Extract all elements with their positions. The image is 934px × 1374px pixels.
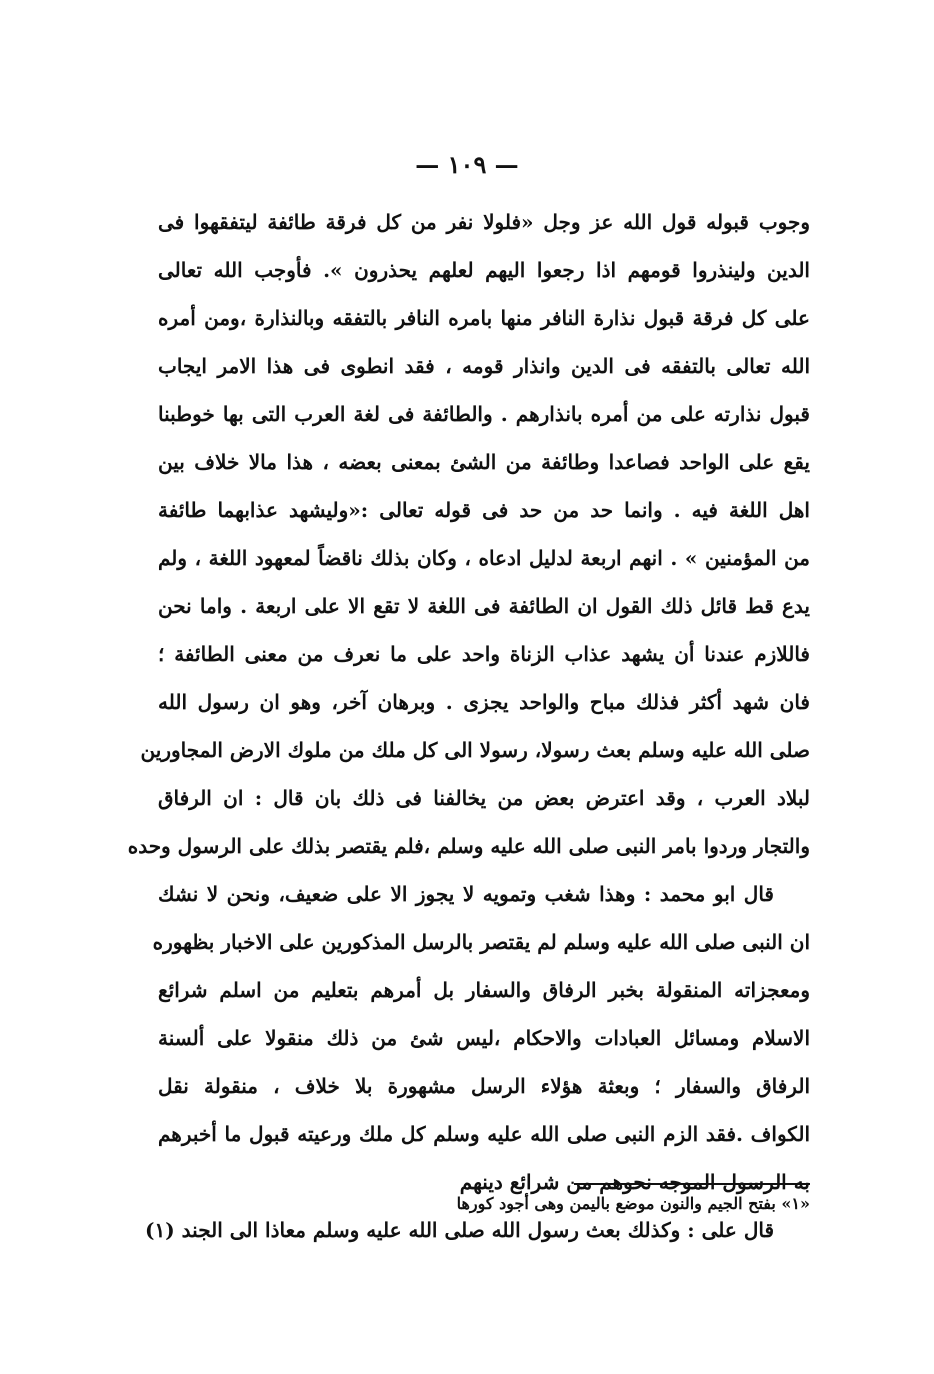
footnote-divider xyxy=(574,1183,810,1185)
text-line-7: اهل اللغة فيه . وانما حد من حد فى قوله تعالى :«وليشهد عذابهما طائفة xyxy=(158,498,810,522)
text-line-4: الله تعالى بالتفقه فى الدين وانذار قومه ، فقد انطوى فى هذا الامر ايجاب xyxy=(158,354,810,378)
text-line-10: فاللازم عندنا أن يشهد عذاب الزناة واحد على ما نعرف من معنى الطائفة ؛ xyxy=(158,642,810,666)
text-line-16: ان النبى صلى الله عليه وسلم لم يقتصر بالرسل المذكورين على الاخبار بظهوره xyxy=(152,930,810,954)
text-line-12: صلى الله عليه وسلم بعث رسولا، رسولا الى كل ملك من ملوك الارض المجاورين xyxy=(140,738,810,762)
text-line-14: والتجار وردوا بامر النبى صلى الله عليه وسلم ،فلم يقتصر بذلك على الرسول وحده xyxy=(127,834,810,858)
text-line-2: الدين ولينذروا قومهم اذا رجعوا اليهم لعلهم يحذرون ». فأوجب الله تعالى xyxy=(158,258,810,282)
text-line-19: الرفاق والسفار ؛ وبعثة هؤلاء الرسل مشهورة بلا خلاف ، منقولة نقل xyxy=(158,1074,810,1098)
text-line-18: الاسلام ومسائل العبادات والاحكام ،ليس شئ من ذلك منقولا على ألسنة xyxy=(158,1026,810,1050)
text-line-17: ومعجزاته المنقولة بخبر الرفاق والسفار بل أمرهم بتعليم من اسلم شرائع xyxy=(158,978,810,1002)
text-line-11: فان شهد أكثر فذلك مباح والواحد يجزى . وبرهان آخر، وهو ان رسول الله xyxy=(158,690,810,714)
text-line-8: من المؤمنين » . انهم اربعة لدليل ادعاه ، وكان بذلك ناقضاً لمعهود اللغة ، ولم xyxy=(158,546,810,570)
text-line-6: يقع على الواحد فصاعدا وطائفة من الشئ بمعنى بعضه ، هذا مالا خلاف بين xyxy=(158,450,810,474)
text-line-21: به الرسول الموجه نحوهم من شرائع دينهم xyxy=(459,1170,810,1194)
text-line-5: قبول نذارته على من أمره بانذارهم . والطائفة فى لغة العرب التى بها خوطبنا xyxy=(158,402,810,426)
text-line-15: قال ابو محمد : وهذا شغب وتمويه لا يجوز الا على ضعيف، ونحن لا نشك xyxy=(158,882,774,906)
footnote: «١» بفتح الجيم والنون موضع باليمن وهى أجود كورها xyxy=(456,1194,810,1213)
text-line-9: يدع قط قائل ذلك القول ان الطائفة فى اللغة لا تقع الا على اربعة . واما نحن xyxy=(158,594,810,618)
text-line-20: الكواف .فقد الزم النبى صلى الله عليه وسلم كل ملك ورعيته قبول ما أخبرهم xyxy=(158,1122,810,1146)
text-line-1: وجوب قبوله قول الله عز وجل «فلولا نفر من كل فرقة طائفة ليتفقهوا فى xyxy=(158,210,810,234)
page-number: — ١٠٩ — xyxy=(415,150,519,179)
body-text xyxy=(127,198,810,1254)
text-line-3: على كل فرقة قبول نذارة النافر منها بامره النافر بالتفقه وبالنذارة ،ومن أمره xyxy=(158,306,810,330)
text-line-13: لبلاد العرب ، وقد اعترض بعض من يخالفنا فى ذلك بان قال : ان الرفاق xyxy=(158,786,810,810)
text-line-22: قال على : وكذلك بعث رسول الله صلى الله عليه وسلم معاذا الى الجند (١) xyxy=(145,1218,774,1242)
